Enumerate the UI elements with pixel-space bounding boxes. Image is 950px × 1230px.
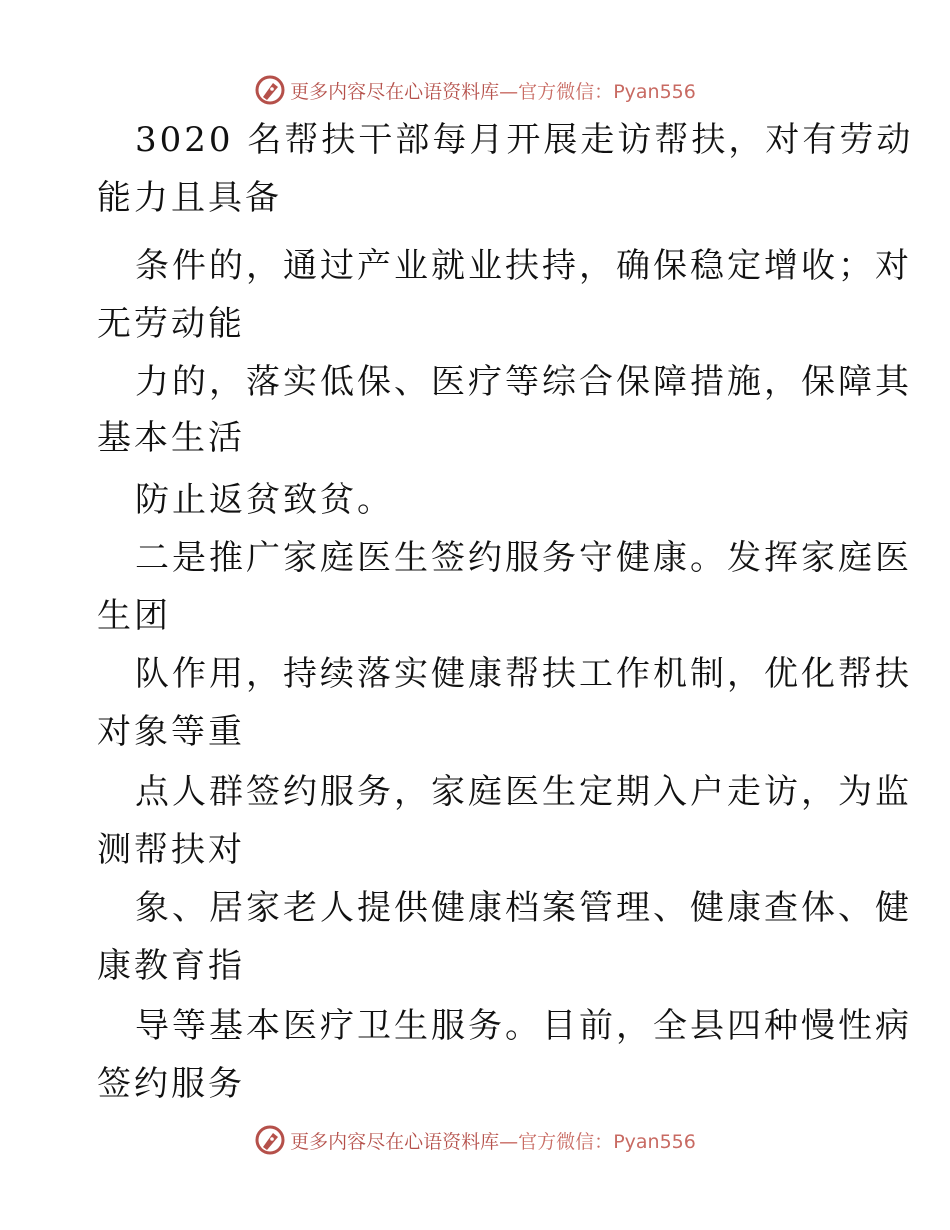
footer-wechat-label: 官方微信： [518, 1130, 614, 1153]
body-line-10: 队作用，持续落实健康帮扶工作机制，优化帮扶 [135, 654, 912, 694]
body-line-16: 导等基本医疗卫生服务。目前，全县四种慢性病 [135, 1006, 912, 1046]
pen-nib-logo-icon [254, 74, 286, 106]
body-line-12: 点人群签约服务，家庭医生定期入户走访，为监 [135, 772, 912, 812]
header-separator: — [499, 80, 519, 103]
body-line-2: 能力且具备 [97, 178, 282, 218]
body-line-13: 测帮扶对 [97, 830, 245, 870]
body-line-9: 生团 [97, 596, 171, 636]
header-banner [0, 70, 950, 110]
footer-separator: — [499, 1130, 519, 1153]
body-line-14: 象、居家老人提供健康档案管理、健康查体、健 [135, 888, 912, 928]
body-line-1: 3020 名帮扶干部每月开展走访帮扶，对有劳动 [135, 120, 914, 160]
body-line-11: 对象等重 [97, 712, 245, 752]
header-wechat-label: 官方微信： [518, 80, 614, 103]
footer-brand-text: 更多内容尽在心语资料库 [290, 1130, 500, 1153]
header-brand-line [290, 77, 696, 104]
body-line-8: 二是推广家庭医生签约服务守健康。发挥家庭医 [135, 538, 912, 578]
body-line-4: 无劳动能 [97, 304, 245, 344]
pen-nib-logo-icon [254, 1124, 286, 1156]
footer-wechat-id: Pyan556 [613, 1130, 696, 1153]
footer-banner [0, 1120, 950, 1160]
body-line-6: 基本生活 [97, 418, 245, 458]
body-line-17: 签约服务 [97, 1064, 245, 1104]
body-line-3: 条件的，通过产业就业扶持，确保稳定增收；对 [135, 246, 912, 286]
footer-brand-line [290, 1127, 696, 1154]
body-line-15: 康教育指 [97, 946, 245, 986]
header-wechat-id: Pyan556 [613, 80, 696, 103]
header-brand-text: 更多内容尽在心语资料库 [290, 80, 500, 103]
body-line-5: 力的，落实低保、医疗等综合保障措施，保障其 [135, 362, 912, 402]
body-line-7: 防止返贫致贫。 [135, 480, 394, 520]
